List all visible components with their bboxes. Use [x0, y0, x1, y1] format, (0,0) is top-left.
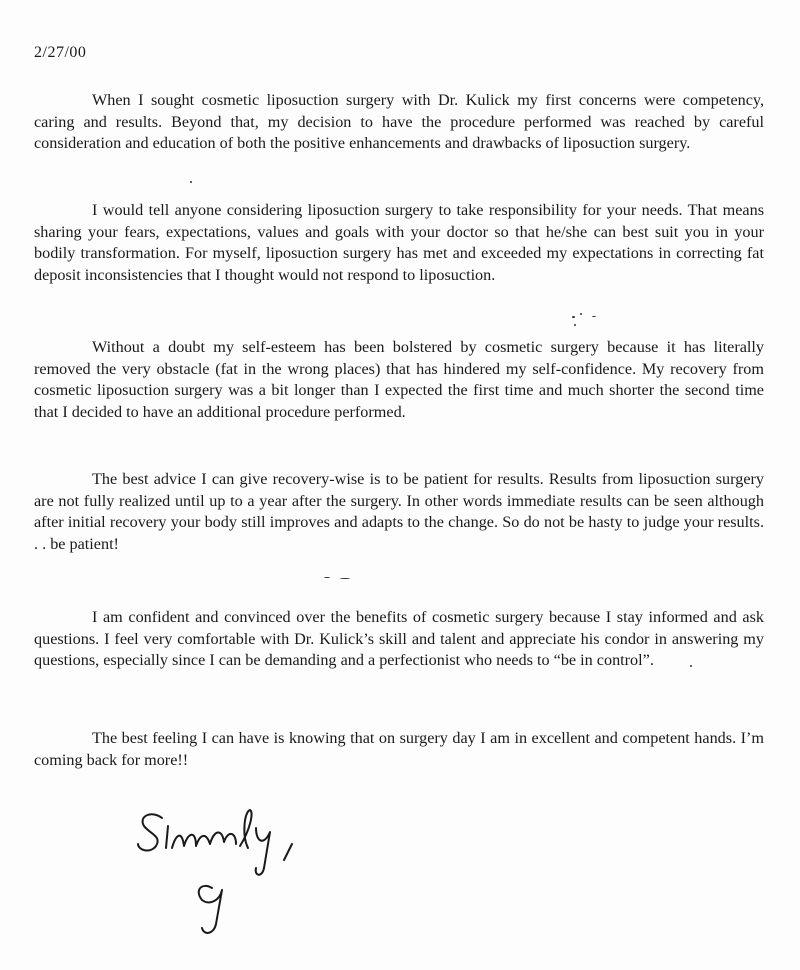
scan-speck [574, 324, 576, 326]
scan-speck [592, 316, 596, 317]
scan-speck [690, 665, 692, 667]
paragraph-3: Without a doubt my self-esteem has been bolstered by cosmetic surgery because it has literally removed the very obstacle (fat in the wrong places) that has hindered my self-confidence. My recovery from cosmetic liposuction surgery was a bit longer than I expected the first time and much shorter the second time that I decided to have an additional procedure performed. [34, 338, 764, 421]
scan-speck [324, 577, 330, 578]
letter-date: 2/27/00 [34, 44, 87, 61]
paragraph-1: When I sought cosmetic liposuction surgery with Dr. Kulick my first concerns were competency, caring and results. Beyond that, my decision to have the procedure performed was reached by careful consideration and education of both the positive enhancements and drawbacks of liposuction surgery. [34, 91, 764, 153]
scan-speck [572, 316, 575, 318]
paragraph-2: I would tell anyone considering liposuction surgery to take responsibility for your needs. That means sharing your fears, expectations, values and goals with your doctor so that he/she can best suit you in your bodily transformation. For myself, liposuction surgery has met and exceeded my expectations in correcting fat deposit inconsistencies that I thought would not respond to liposuction. [34, 201, 764, 284]
scan-speck [190, 181, 192, 183]
scan-speck [580, 313, 582, 315]
paragraph-6: The best feeling I can have is knowing that on surgery day I am in excellent and competent hands. I’m coming back for more!! [34, 729, 764, 769]
paragraph-4: The best advice I can give recovery-wise is to be patient for results. Results from liposuction surgery are not fully realized until up to a year after the surgery. In other words immediate results can be seen although after initial recovery your body still improves and adapts to the change. So do not be hasty to judge your results. . . be patient! [34, 470, 764, 553]
handwritten-signature [132, 790, 352, 940]
paragraph-5: I am confident and convinced over the benefits of cosmetic surgery because I stay informed and ask questions. I feel very comfortable with Dr. Kulick’s skill and talent and appreciate his condor in answering my questions, especially since I can be demanding and a perfectionist who needs to “be in control”. [34, 608, 764, 670]
scan-speck [340, 578, 350, 579]
